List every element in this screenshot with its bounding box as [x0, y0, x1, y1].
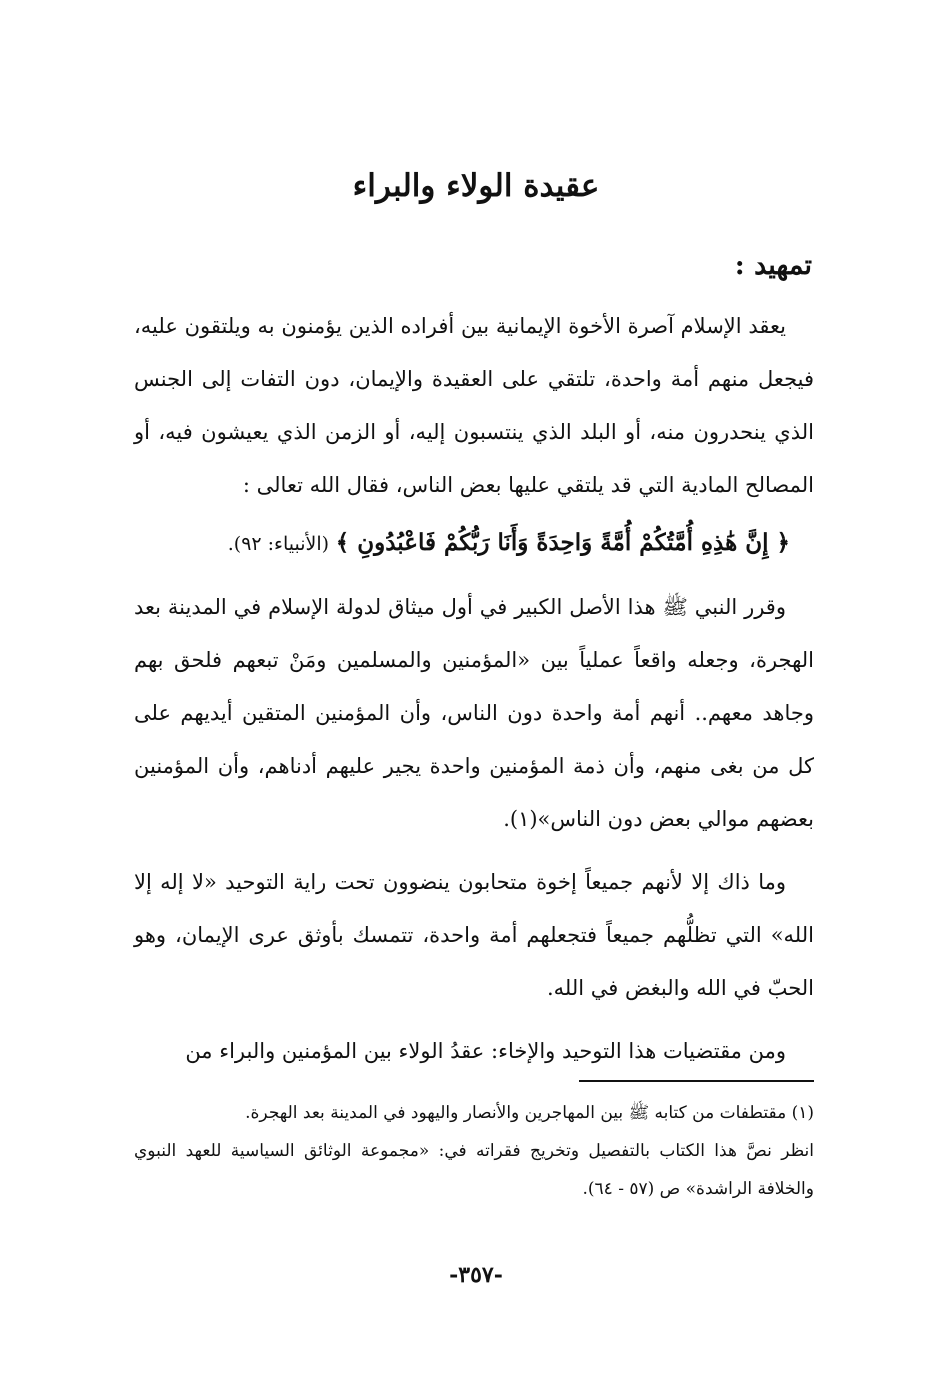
footnote-1-continued: انظر نصَّ هذا الكتاب بالتفصيل وتخريج فقراته في: «مجموعة الوثائق السياسية للعهد النبوي والخلافة الراشدة» ص (٥٧ - ٦٤). [134, 1141, 814, 1199]
page-number: -٣٥٧- [449, 1262, 503, 1288]
paragraph-4: ومن مقتضيات هذا التوحيد والإخاء: عقدُ الولاء بين المؤمنين والبراء من [185, 1039, 786, 1063]
paragraph-1: يعقد الإسلام آصرة الأخوة الإيمانية بين أفراده الذين يؤمنون به ويلتقون عليه، فيجعل منهم أمة واحدة، تلتقي على العقيدة والإيمان، دون التفات إلى الجنس الذي ينحدرون منه، أو البلد الذي ينتسبون إليه، أو الزمن الذي يعيشون فيه، أو المصالح المادية التي قد يلتقي عليها بعض الناس، فقال الله تعالى : [134, 314, 814, 497]
footnotes [134, 1094, 814, 1208]
footnote-divider [579, 1080, 814, 1082]
paragraph-3: وما ذاك إلا لأنهم جميعاً إخوة متحابون ينضوون تحت راية التوحيد «لا إله إلا الله» التي تظلُّهم جميعاً فتجعلهم أمة واحدة، تتمسك بأوثق عرى الإيمان، وهو الحبّ في الله والبغض في الله. [134, 870, 814, 1000]
paragraph-2: وقرر النبي ﷺ هذا الأصل الكبير في أول ميثاق لدولة الإسلام في المدينة بعد الهجرة، وجعله واقعاً عملياً بين «المؤمنين والمسلمين ومَنْ تبعهم فلحق بهم وجاهد معهم.. أنهم أمة واحدة دون الناس، وأن المؤمنين المتقين أيديهم على كل من بغى منهم، وأن ذمة المؤمنين واحدة يجير عليهم أدناهم، وأن المؤمنين بعضهم موالي بعض دون الناس»(١). [134, 595, 814, 831]
main-text [134, 300, 814, 1078]
quran-verse [134, 516, 814, 571]
footnote-1: (١) مقتطفات من كتابه ﷺ بين المهاجرين والأنصار واليهود في المدينة بعد الهجرة. [245, 1103, 814, 1123]
verse-text: ﴿ إِنَّ هَٰذِهِ أُمَّتُكُمْ أُمَّةً وَاحِدَةً وَأَنَا رَبُّكُمْ فَاعْبُدُونِ ﴾ [335, 529, 790, 556]
page-title: عقيدة الولاء والبراء [352, 168, 600, 204]
verse-reference: (الأنبياء: ٩٢). [227, 533, 330, 555]
intro-heading: تمهيد : [734, 250, 812, 281]
